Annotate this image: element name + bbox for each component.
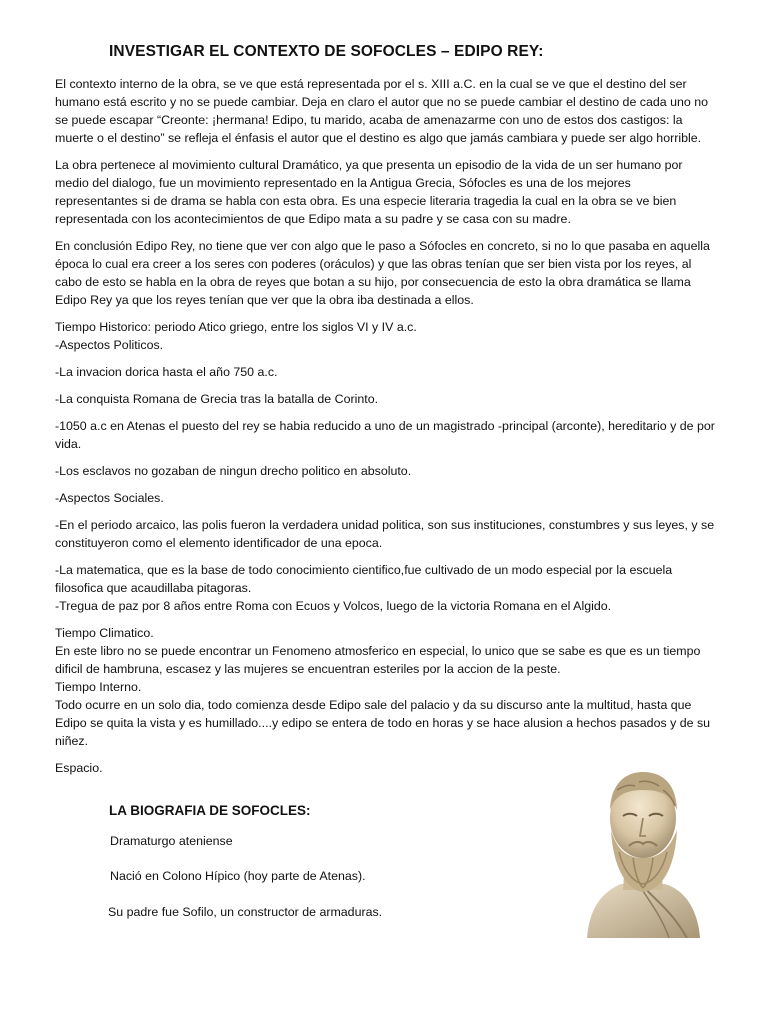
paragraph-contexto: El contexto interno de la obra, se ve que está representada por el s. XIII a.C. en la cual se ve que el destino del ser humano está escrito y no se puede cambiar. Deja en claro el autor que no se puede cambiar el destino de cada uno no se puede escapar “Creonte: ¡hermana! Edipo, tu marido, acaba de amenazarme con uno de estos dos castigos: la muerte o el destino” se refleja el énfasis el autor que el destino es algo que jamás cambiara y puede ser algo horrible. (55, 77, 708, 145)
page-title: INVESTIGAR EL CONTEXTO DE SOFOCLES – EDIPO REY: (109, 43, 544, 60)
paragraph-espacio: Espacio. (55, 761, 103, 775)
paragraph-conquista: -La conquista Romana de Grecia tras la batalla de Corinto. (55, 392, 379, 406)
paragraph-aspectos-sociales: -Aspectos Sociales. (55, 491, 164, 505)
paragraph-atenas: -1050 a.c en Atenas el puesto del rey se habia reducido a uno de un magistrado -principal (arconte), hereditario y de por vida. (55, 419, 715, 451)
paragraph-tiempo-climatico: Tiempo Climatico. En este libro no se puede encontrar un Fenomeno atmosferico en especial, lo unico que se sabe es que es un tiempo dificil de hambruna, escasez y las mujeres se encuentran esteriles por la accion de la peste. Tiempo Interno. Todo ocurre en un solo dia, todo comienza desde Edipo sale del palacio y da su discurso ante la multitud, hasta que Edipo se quita la vista y es humillado....y edipo se entera de todo en horas y se hace alusion a hechos pasados y de su niñez. (55, 626, 711, 748)
paragraph-esclavos: -Los esclavos no gozaban de ningun drecho politico en absoluto. (55, 464, 412, 478)
bio-line-padre: Su padre fue Sofilo, un constructor de armaduras. (108, 905, 383, 919)
paragraph-conclusion: En conclusión Edipo Rey, no tiene que ver con algo que le paso a Sófocles en concreto, si no lo que pasaba en aquella época lo cual era creer a los seres con poderes (oráculos) y que las obras tenían que ser bien vista por los reyes, al cabo de esto se habla en la obra de reyes que botan a su hijo, por consecuencia de esto la obra dramática se llama Edipo Rey ya que los reyes tenían que ver que la obra iba destinada a ellos. (55, 239, 710, 307)
bio-line-nacio: Nació en Colono Hípico (hoy parte de Atenas). (110, 869, 366, 883)
bio-line-dramaturgo: Dramaturgo ateniense (110, 834, 233, 848)
paragraph-periodo-arcaico: -En el periodo arcaico, las polis fueron la verdadera unidad politica, son sus instituciones, constumbres y sus leyes, y se constituyeron como el elemento identificador de una epoca. (55, 518, 715, 550)
paragraph-matematica: -La matematica, que es la base de todo conocimiento cientifico,fue cultivado de un modo especial por la escuela filosofica que acaudillaba pitagoras. -Tregua de paz por 8 años entre Roma con Ecuos y Volcos, luego de la victoria Romana en el Algido. (55, 563, 673, 613)
biography-heading: LA BIOGRAFIA DE SOFOCLES: (109, 803, 311, 818)
paragraph-movimiento: La obra pertenece al movimiento cultural Dramático, ya que presenta un episodio de la vida de un ser humano por medio del dialogo, fue un movimiento representado en la Antigua Grecia, Sófocles es una de los mejores representantes si de drama se habla con esta obra. Es una especie literaria tragedia la cual en la obra se ve bien representada con los acontecimientos de que Edipo mata a su padre y se casa con su madre. (55, 158, 683, 226)
paragraph-tiempo-historico: Tiempo Historico: periodo Atico griego, entre los siglos VI y IV a.c. -Aspectos Politicos. (55, 320, 417, 352)
body-text (55, 75, 715, 786)
paragraph-invacion: -La invacion dorica hasta el año 750 a.c. (55, 365, 278, 379)
sophocles-bust-image (583, 760, 702, 938)
